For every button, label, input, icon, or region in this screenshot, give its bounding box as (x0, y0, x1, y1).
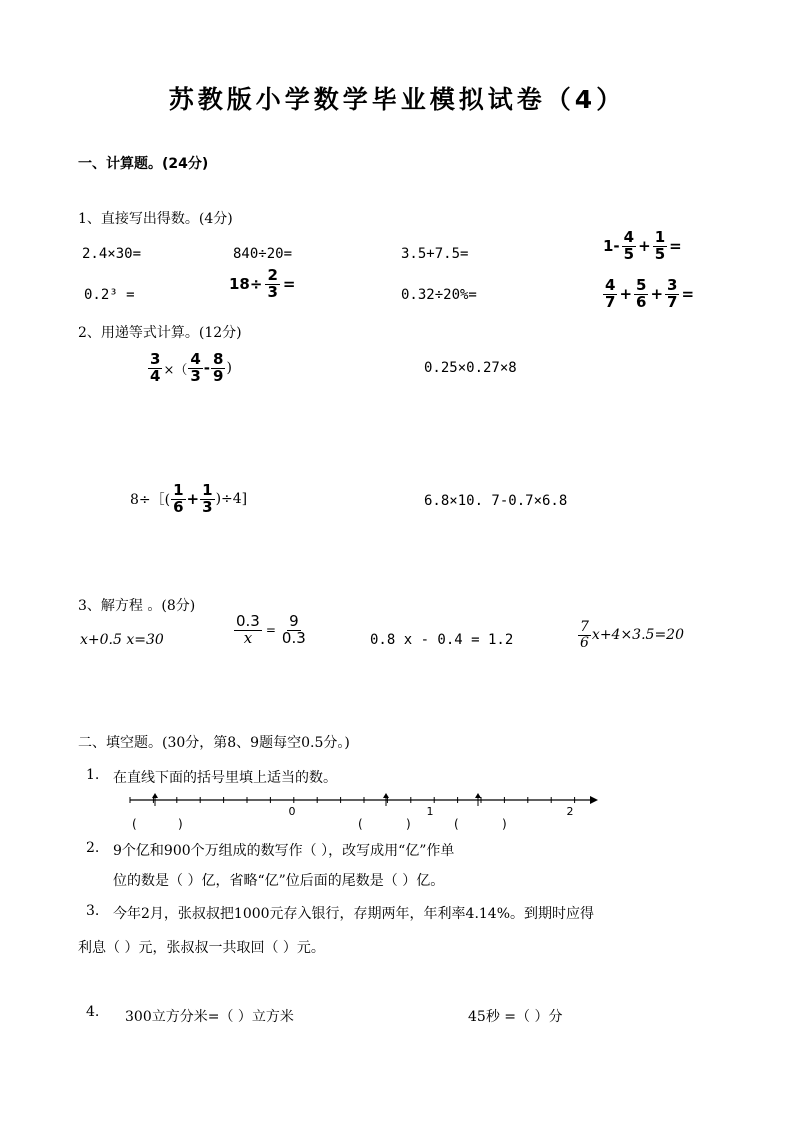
s2-q4-num: 4. (86, 1004, 100, 1020)
s2-q4-b: 45秒 =（ ）分 (468, 1009, 563, 1025)
blank-open: ( (132, 817, 137, 831)
s2-q1-text: 在直线下面的括号里填上适当的数。 (113, 770, 337, 786)
blank-close: ) (502, 817, 507, 831)
equation-3: 0.8 x - 0.4 = 1.2 (370, 632, 514, 648)
calc-item: 0.2³ = (84, 287, 135, 303)
calc-item: 3.5+7.5= (401, 246, 469, 262)
equation-1: x+0.5 x=30 (80, 632, 164, 648)
section1-heading: 一、计算题。(24分) (78, 156, 209, 172)
calc-item: 0.32÷20%= (401, 287, 477, 303)
s2-q3-line1: 今年2月，张叔叔把1000元存入银行，存期两年，年利率4.14%。到期时应得 (113, 906, 595, 922)
frac-expr-b: 18÷ $\frac{2}{3}$ = (229, 266, 296, 301)
marker-arrowhead (383, 793, 389, 798)
q3-heading: 3、解方程 。(8分) (78, 598, 196, 614)
frac-expr-c: $\frac{4}{7}$ + $\frac{5}{6}$ + $\frac{3}{7}$ = (605, 276, 695, 311)
q2-heading: 2、用递等式计算。(12分) (78, 325, 242, 341)
s2-q3-num: 3. (86, 903, 100, 919)
s2-q2-line1: 9个亿和900个万组成的数写作（ ），改写成用“亿”作单 (113, 843, 455, 859)
number-line (120, 792, 600, 840)
blank-close: ) (406, 817, 411, 831)
tick-label-1: 1 (426, 805, 434, 818)
section2-heading: 二、填空题。(30分，第8、9题每空0.5分。) (78, 735, 350, 751)
expr-1: $\frac{3}{4}$ ×（ $\frac{4}{3}$ - $\frac{8}{9}$ ) (150, 350, 232, 385)
blank-open: ( (454, 817, 459, 831)
expr-3: 8÷［( $\frac{1}{6}$ + $\frac{1}{3}$ )÷4] (130, 481, 248, 516)
calc-item: 2.4×30= (82, 246, 142, 262)
marker-arrowhead (152, 793, 158, 798)
blank-open: ( (358, 817, 363, 831)
frac-expr-a: 1- $\frac{4}{5}$ + $\frac{1}{5}$ = (603, 228, 682, 263)
equation-4: $\frac{7}{6}$ x+4×3.5=20 (580, 619, 684, 651)
q1-heading: 1、直接写出得数。(4分) (78, 211, 233, 227)
blank-close: ) (178, 817, 183, 831)
s2-q2-line2: 位的数是（ ）亿，省略“亿”位后面的尾数是（ ）亿。 (113, 873, 445, 889)
s2-q4-a: 300立方分米=（ ）立方米 (125, 1009, 294, 1025)
expr-4: 6.8×10. 7-0.7×6.8 (424, 493, 568, 509)
number-line-arrow (590, 796, 598, 804)
s2-q2-num: 2. (86, 840, 100, 856)
tick-label-2: 2 (566, 805, 574, 818)
marker-arrowhead (475, 793, 481, 798)
s2-q1-num: 1. (86, 767, 100, 783)
expr-2: 0.25×0.27×8 (424, 360, 517, 376)
equation-2: $\frac{0.3}{x}$ = $\frac{9}{0.3}$ (236, 612, 306, 647)
calc-item: 840÷20= (233, 246, 293, 262)
tick-label-0: 0 (288, 805, 296, 818)
s2-q3-line2: 利息（ ）元，张叔叔一共取回（ ）元。 (78, 940, 325, 956)
page-title: 苏教版小学数学毕业模拟试卷（4） (168, 85, 626, 114)
